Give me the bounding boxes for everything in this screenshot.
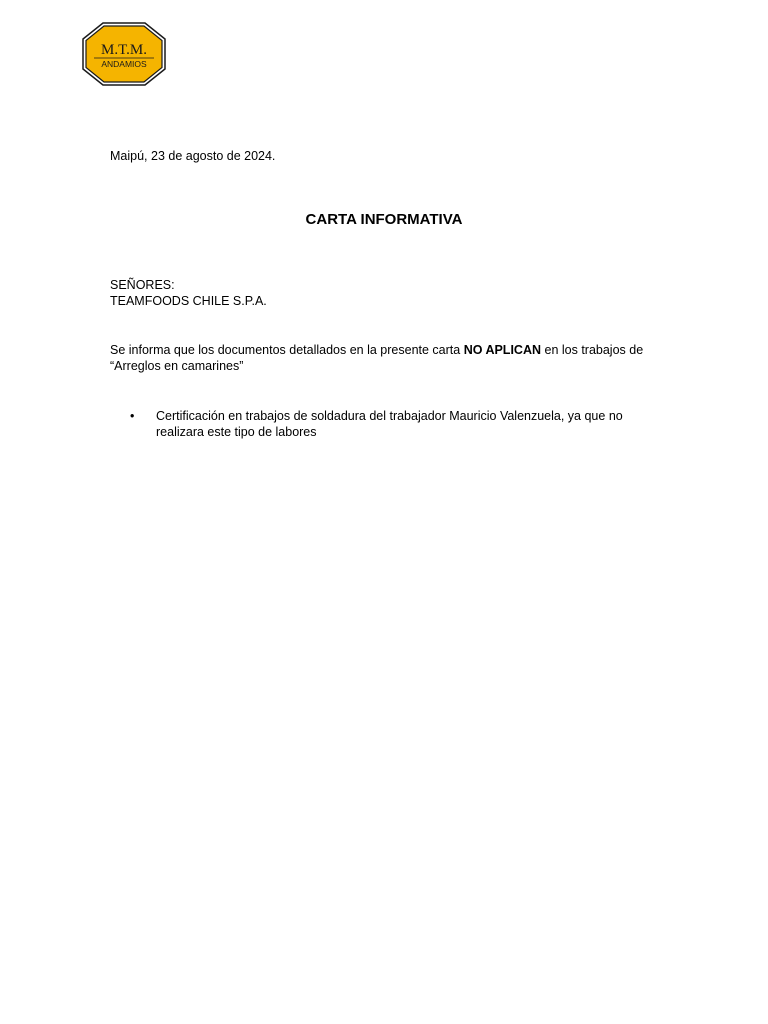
logo-text-andamios: ANDAMIOS <box>101 59 147 69</box>
logo-octagon-icon <box>82 22 166 86</box>
document-list <box>110 408 670 440</box>
intro-text-start: Se informa que los documentos detallados en la presente carta <box>110 343 464 357</box>
bullet-icon: • <box>130 409 135 423</box>
recipient-name: TEAMFOODS CHILE S.P.A. <box>110 294 267 308</box>
intro-text-bold: NO APLICAN <box>463 343 542 357</box>
recipient-label: SEÑORES: <box>110 278 175 292</box>
logo-text-mtm: M.T.M. <box>101 42 147 58</box>
list-item-text: Certificación en trabajos de soldadura del trabajador Mauricio Valenzuela, ya que no realizara este tipo de labores <box>156 409 623 439</box>
letter-title: CARTA INFORMATIVA <box>305 211 463 228</box>
intro-paragraph <box>110 342 670 374</box>
letter-date: Maipú, 23 de agosto de 2024. <box>110 149 276 163</box>
company-logo <box>82 22 166 86</box>
intro-text-end: en los trabajos de “Arreglos en camarines” <box>110 343 644 373</box>
list-item <box>110 408 670 440</box>
